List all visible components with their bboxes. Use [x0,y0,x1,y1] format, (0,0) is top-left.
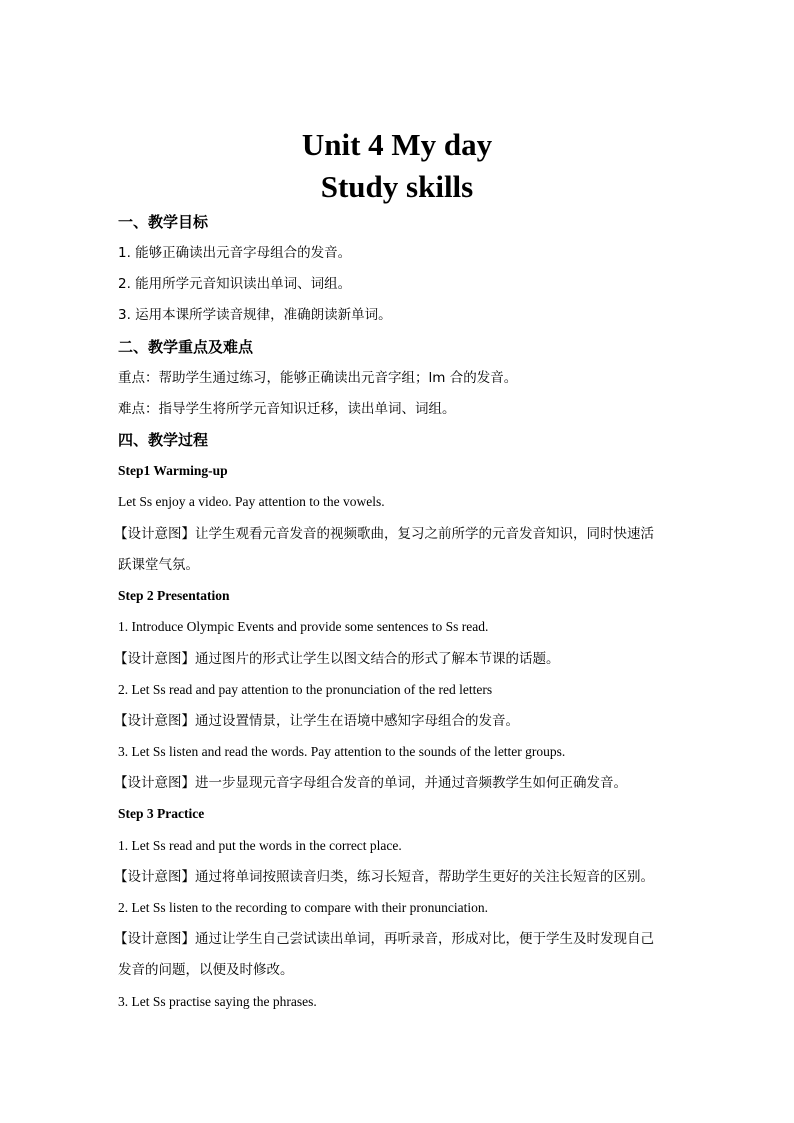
title-line-1: Unit 4 My day [301,127,493,162]
step3-item2: 2. Let Ss listen to the recording to compare with their pronunciation. [118,900,489,915]
section-heading-objectives: 一、教学目标 [118,213,209,231]
step1-intent-line1: 【设计意图】让学生观看元音发音的视频歌曲，复习之前所学的元音发音知识，同时快速活 [114,526,654,542]
step3-intent1: 【设计意图】通过将单词按照读音归类，练习长短音，帮助学生更好的关注长短音的区别。 [114,869,654,885]
objective-item-2: 2. 能用所学元音知识读出单词、词组。 [118,276,352,292]
step3-intent2-line2: 发音的问题，以便及时修改。 [118,962,294,978]
step3-item1: 1. Let Ss read and put the words in the correct place. [118,838,402,853]
difficult-point-text: 难点：指导学生将所学元音知识迁移，读出单词、词组。 [118,401,456,417]
step2-intent3: 【设计意图】进一步显现元音字母组合发音的单词，并通过音频教学生如何正确发音。 [114,775,627,791]
step1-text: Let Ss enjoy a video. Pay attention to the vowels. [118,494,385,509]
key-point-text: 重点：帮助学生通过练习，能够正确读出元音字组；lm 合的发音。 [118,370,518,386]
objective-item-3: 3. 运用本课所学读音规律，准确朗读新单词。 [118,307,392,323]
step2-intent1: 【设计意图】通过图片的形式让学生以图文结合的形式了解本节课的话题。 [114,651,560,667]
step3-intent2-line1: 【设计意图】通过让学生自己尝试读出单词，再听录音，形成对比，便于学生及时发现自己 [114,931,654,947]
step3-item3: 3. Let Ss practise saying the phrases. [118,994,317,1009]
step2-item3: 3. Let Ss listen and read the words. Pay attention to the sounds of the letter groups. [118,744,566,759]
objective-item-1: 1. 能够正确读出元音字母组合的发音。 [118,245,352,261]
step1-intent-line2: 跃课堂气氛。 [118,557,199,573]
step1-title: Step1 Warming-up [118,463,228,478]
step2-item1: 1. Introduce Olympic Events and provide some sentences to Ss read. [118,619,489,634]
section-heading-procedure: 四、教学过程 [118,431,209,449]
step2-intent2: 【设计意图】通过设置情景，让学生在语境中感知字母组合的发音。 [114,713,519,729]
section-heading-key-points: 二、教学重点及难点 [118,338,254,356]
step2-item2: 2. Let Ss read and pay attention to the pronunciation of the red letters [118,682,493,697]
step3-title: Step 3 Practice [118,806,205,821]
step2-title: Step 2 Presentation [118,588,230,603]
title-line-2: Study skills [320,169,474,204]
